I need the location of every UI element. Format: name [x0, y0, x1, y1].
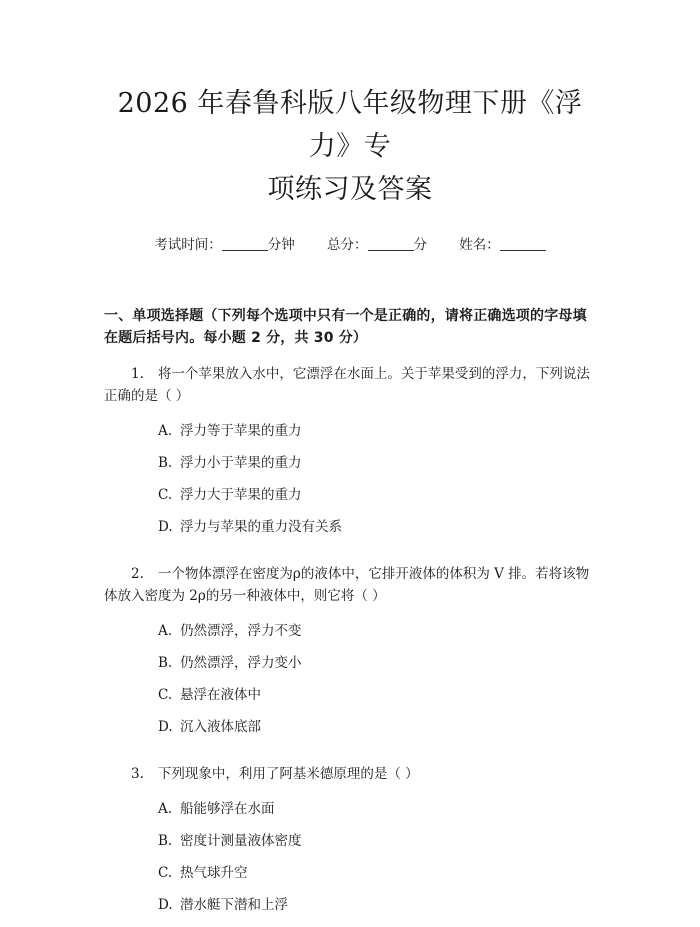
option: [158, 717, 596, 749]
option-letter: A.: [158, 423, 173, 439]
option-list: [104, 799, 596, 927]
student-name-blank: [500, 236, 546, 251]
option-text: 浮力大于苹果的重力: [180, 487, 302, 503]
option-letter: A.: [158, 801, 173, 817]
option-text: 浮力小于苹果的重力: [180, 455, 302, 471]
option-letter: C.: [158, 865, 173, 881]
option-text: 悬浮在液体中: [180, 687, 261, 703]
option-text: 密度计测量液体密度: [180, 833, 302, 849]
option: [158, 863, 596, 895]
option-text: 浮力等于苹果的重力: [180, 423, 302, 439]
total-score-blank: [368, 236, 414, 251]
question-number: 2.: [131, 566, 144, 582]
option-list: [104, 421, 596, 549]
question-text: 将一个苹果放入水中，它漂浮在水面上。关于苹果受到的浮力，下列说法正确的是（ ）: [104, 366, 590, 404]
option-text: 浮力与苹果的重力没有关系: [180, 519, 342, 535]
question: [104, 763, 596, 785]
exam-time-blank: [222, 236, 268, 251]
option-list: [104, 621, 596, 749]
option-text: 仍然漂浮，浮力不变: [180, 623, 302, 639]
exam-time-label: 考试时间：: [154, 237, 222, 253]
option-letter: C.: [158, 687, 173, 703]
option: [158, 685, 596, 717]
option: [158, 517, 596, 549]
option-text: 仍然漂浮，浮力变小: [180, 655, 302, 671]
option: [158, 895, 596, 927]
question-text: 下列现象中，利用了阿基米德原理的是（ ）: [157, 766, 419, 782]
option: [158, 621, 596, 653]
option-text: 潜水艇下潜和上浮: [180, 897, 288, 913]
option: [158, 421, 596, 453]
exam-time: [154, 235, 295, 255]
exam-info: [104, 235, 596, 255]
option-text: 热气球升空: [180, 865, 248, 881]
option-letter: B.: [158, 455, 173, 471]
option-letter: D.: [158, 719, 173, 735]
exam-time-unit: 分钟: [267, 237, 295, 253]
option: [158, 831, 596, 863]
option-letter: C.: [158, 487, 173, 503]
option: [158, 485, 596, 517]
question-number: 1.: [131, 366, 144, 382]
student-name: [459, 235, 546, 255]
option-text: 沉入液体底部: [180, 719, 261, 735]
option: [158, 799, 596, 831]
option: [158, 453, 596, 485]
question: [104, 363, 596, 407]
option: [158, 653, 596, 685]
total-score-unit: 分: [413, 237, 427, 253]
question: [104, 563, 596, 607]
option-text: 船能够浮在水面: [180, 801, 275, 817]
title-line-2: 项练习及答案: [267, 174, 433, 205]
option-letter: A.: [158, 623, 173, 639]
option-letter: D.: [158, 897, 173, 913]
total-score-label: 总分：: [327, 237, 368, 253]
option-letter: B.: [158, 655, 173, 671]
question-number: 3.: [131, 766, 144, 782]
option-letter: D.: [158, 519, 173, 535]
question-text: 一个物体漂浮在密度为ρ的液体中，它排开液体的体积为 V 排。若将该物体放入密度为 2ρ的另一种液体中，则它将（ ）: [104, 566, 590, 604]
option-letter: B.: [158, 833, 173, 849]
student-name-label: 姓名：: [459, 237, 500, 253]
document-title: [104, 0, 596, 211]
section-heading: 一、单项选择题（下列每个选项中只有一个是正确的，请将正确选项的字母填在题后括号内。每小题 2 分，共 30 分）: [104, 308, 587, 346]
title-line-1: 2026 年春鲁科版八年级物理下册《浮力》专: [117, 88, 583, 162]
total-score: [327, 235, 427, 255]
